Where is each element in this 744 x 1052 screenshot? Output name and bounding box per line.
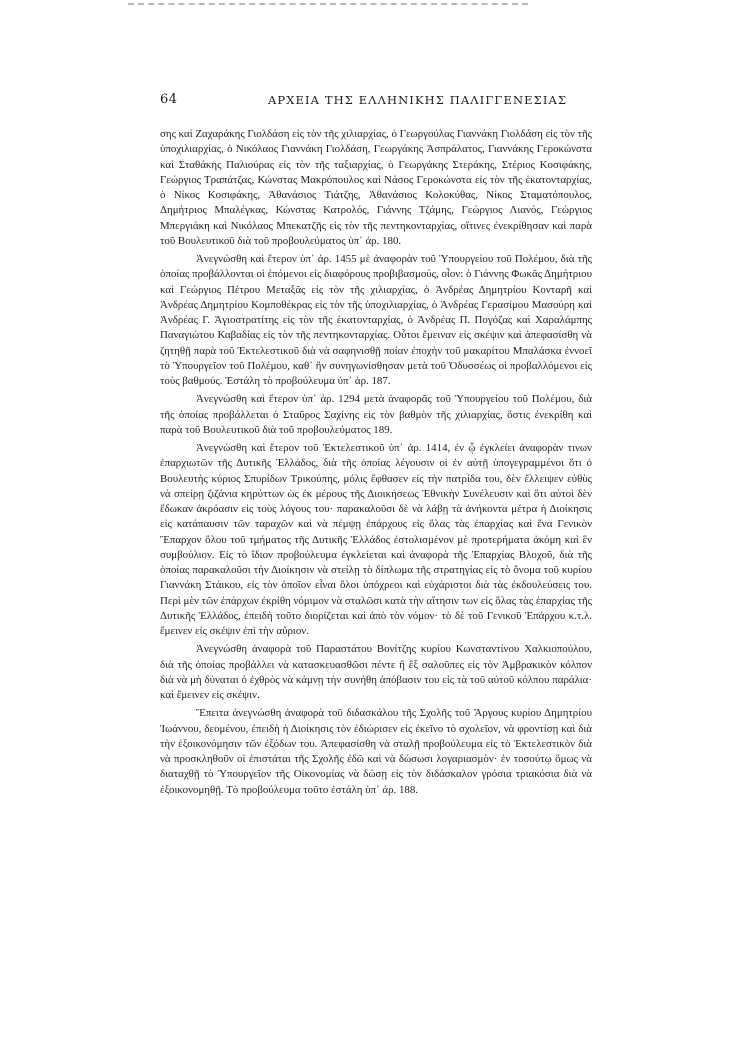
page-header xyxy=(160,92,592,112)
page-number: 64 xyxy=(160,92,178,107)
paragraph: Ἀνεγνώσθη καὶ ἕτερον τοῦ Ἐκτελεστικοῦ ὑπ᾽ ἀρ. 1414, ἐν ᾧ ἐγκλείει ἀναφορὰν τινων ἐπαρχιωτῶν τῆς Δυτικῆς Ἑλλάδος, διὰ τῆς ὁποίας λέγουσιν οἱ ἐν αὐτῇ ὑπογεγραμμένοι ὅτι ὁ Βουλευτὴς κύριος Σπυρίδων Τρικούπης, μόλις ἔφθασεν εἰς τὴν πατρίδα του, δὲν ἔλλειψεν εὐθὺς νὰ σπείρῃ ζιζάνια κηρύττων ὡς ἐκ μέρους τῆς Διοικήσεως Ἐθνικὴν Συνέλευσιν καὶ ὅτι αὐτοὶ δὲν ἔδωκαν ἀκρόασιν εἰς τοὺς λόγους του· παρακαλοῦσι δὲ νὰ λάβῃ τὰ ἀνήκοντα μέτρα ἡ Διοίκησις εἰς κατάπαυσιν τῶν ταραχῶν καὶ νὰ πέμψῃ ἐπάρχους εἰς ὅλας τὰς ἐπαρχίας καὶ ἕνα Γενικὸν Ἔπαρχον ὅλου τοῦ τμήματος τῆς Δυτικῆς Ἑλλάδος ἐστολισμένον μὲ προτερήματα ἀκόμη καὶ ἓν συμβούλιον. Εἰς τὸ ἴδιον προβούλευμα ἐγκλείεται καὶ ἀναφορὰ τῆς Ἐπαρχίας Βλοχοῦ, διὰ τῆς ὁποίας παρακαλοῦσι τὴν Διοίκησιν νὰ στείλῃ τὸ δίπλωμα τῆς στρατηγίας εἰς τὸ ὄνομα τοῦ κυρίου Γιαννάκη Στάικου, εἰς τὸν ὁποῖον εἶναι ὅλοι ὑπόχρεοι καὶ εὐχάριστοι διὰ τὰς ἐκδουλεύσεις του. Περὶ μὲν τῶν ἐπάρχων ἐκρίθη νόμιμον νὰ σταλῶσι κατὰ τὴν αἴτησιν των εἰς ὅλας τὰς ἐπαρχίας τῆς Δυτικῆς Ἑλλάδος, ἐπειδὴ τοῦτο διορίζεται καὶ ἀπὸ τὸν νόμον· τὸ δὲ τοῦ Γενικοῦ Ἐπάρχου κ.τ.λ. ἔμεινεν εἰς σκέψιν ἐπὶ τὴν αὔριον. xyxy=(160,442,592,637)
paragraph: Ἀνεγνώσθη ἀναφορὰ τοῦ Παραστάτου Βονίτζης κυρίου Κωνσταντίνου Χαλκιοπούλου, διὰ τῆς ὁποίας προβάλλει νὰ κατασκευασθῶσι πέντε ἢ ἓξ σαλοῦπες εἰς τὸν Ἀμβρακικὸν κόλπον διὰ νὰ μὴ δύναται ὁ ἐχθρὸς νὰ κάμνῃ τὴν συνήθη ἀπόβασιν του εἰς τὰ τοῦ αὐτοῦ κόλπου παράλια· καὶ ἔμεινεν εἰς σκέψιν. xyxy=(160,643,592,701)
body-text xyxy=(160,127,592,801)
paragraph: Ἀνεγνώσθη καὶ ἕτερον ὑπ᾽ ἀρ. 1455 μὲ ἀναφορὰν τοῦ Ὑπουργείου τοῦ Πολέμου, διὰ τῆς ὁποίας προβάλλονται οἱ ἑπόμενοι εἰς διαφόρους προβιβασμούς, οἷον: ὁ Γιάννης Φωκᾶς Δημήτριου καὶ Γεώργιος Πέτρου Μεταξᾶς εἰς τὸν τῆς χιλιαρχίας, ὁ Ἀνδρέας Δημητρίου Κονταρῆ καὶ Ἀνδρέας Δημητρίου Κομποθέκρας εἰς τὸν τῆς ὑποχιλιαρχίας, ὁ Ἀνδρέας Γερασίμου Μασούρη καὶ Ἀνδρέας Γ. Ἁγιοστρατίτης εἰς τὸν τῆς ἑκατονταρχίας, ὁ Ἀνδρέας Π. Πογόζας καὶ Χαραλάμπης Παναγιώτου Καβαδίας εἰς τὸν τῆς πεντηκονταρχίας. Οὗτοι ἔμειναν εἰς σκέψιν καὶ ἀπεφασίσθη νὰ ζητηθῇ παρὰ τοῦ Ἐκτελεστικοῦ διὰ νὰ σαφηνισθῇ ποίαν ἐποχὴν τοῦ μακαρίτου Μπαλάσκα ἐννοεῖ τὸ Ὑπουργεῖον τοῦ Πολέμου, καθ᾽ ἣν συνηγωνίσθησαν μετὰ τοῦ Ὀδυσσέως οἱ προβαλλόμενοι εἰς τοὺς βαθμούς. Ἐστάλη τὸ προβούλευμα ὑπ᾽ ἀρ. 187. xyxy=(160,253,592,387)
paragraph: Ἀνεγνώσθη καὶ ἕτερον ὑπ᾽ ἀρ. 1294 μετὰ ἀναφορᾶς τοῦ Ὑπουργείου τοῦ Πολέμου, διὰ τῆς ὁποίας προβάλλεται ὁ Σταῦρος Σαχίνης εἰς τὸν βαθμὸν τῆς χιλιαρχίας, ὅστις ἐνεκρίθη καὶ παρὰ τοῦ Βουλευτικοῦ διὰ τοῦ προβουλεύματος 189. xyxy=(160,393,592,436)
running-title: ΑΡΧΕΙΑ ΤΗΣ ΕΛΛΗΝΙΚΗΣ ΠΑΛΙΓΓΕΝΕΣΙΑΣ xyxy=(268,93,568,107)
paragraph: Ἔπειτα ἀνεγνώσθη ἀναφορὰ τοῦ διδασκάλου τῆς Σχολῆς τοῦ Ἄργους κυρίου Δημητρίου Ἰωάννου, δεομένου, ἐπειδὴ ἡ Διοίκησις τὸν ἐδιώρισεν εἰς ἐκεῖνο τὸ σχολεῖον, νὰ φροντίσῃ καὶ διὰ τὴν ἐξοικονόμησιν τῶν ἐξόδων του. Ἀπεφασίσθη νὰ σταλῇ προβούλευμα εἰς τὸ Ἐκτελεστικὸν διὰ νὰ προσκληθοῦν οἱ ἐπιστάται τῆς Σχολῆς ἐδῶ καὶ νὰ δώσωσι λογαριασμὸν· ἐν τοσούτῳ ὅμως νὰ διαταχθῇ τὸ Ὑπουργεῖον τῆς Οἰκονομίας νὰ δώσῃ εἰς τὸν διδάσκαλον γρόσια τριακόσια διὰ νὰ ἐξοικονομηθῇ. Τὸ προβούλευμα τοῦτο ἐστάλη ὑπ᾽ ἀρ. 188. xyxy=(160,707,592,796)
top-edge-rule xyxy=(128,3,528,5)
paragraph: σης καὶ Ζαχαράκης Γιολδάση εἰς τὸν τῆς χιλιαρχίας, ὁ Γεωργούλας Γιαννάκη Γιολδάση εἰς τὸν τῆς ὑποχιλιαρχίας, ὁ Νικόλαος Γιαννάκη Γιολδάση, Γεωργάκης Ἀσπράλατος, Γιαννάκης Γεροκώνστα καὶ Σταθάκης Παλιούρας εἰς τὸν τῆς ταξιαρχίας, ὁ Γεωργάκης Στεράκης, Στέριος Κοσιφάκης, Γεώργιος Τραπάτζας, Κώνστας Μακρόπουλος καὶ Νάσος Γεροκώνστα εἰς τὸν τῆς ἑκατονταρχίας, ὁ Νίκος Κοσιφάκης, Ἀθανάσιος Τιάτζης, Ἀθανάσιος Κολοκύθας, Νίκος Σταματόπουλος, Δημήτριος Μπαλέγκας, Κώνστας Κατρολός, Γιάννης Τζάμης, Γεώργιος Λιανός, Γεώργιος Μπεργιάκη καὶ Νικόλαος Μπεκατζῆς εἰς τὸν τῆς πεντηκονταρχίας, οἵτινες ἐνεκρίθησαν καὶ παρὰ τοῦ Βουλευτικοῦ διὰ τοῦ προβουλεύματος ὑπ᾽ ἀρ. 180. xyxy=(160,128,592,247)
